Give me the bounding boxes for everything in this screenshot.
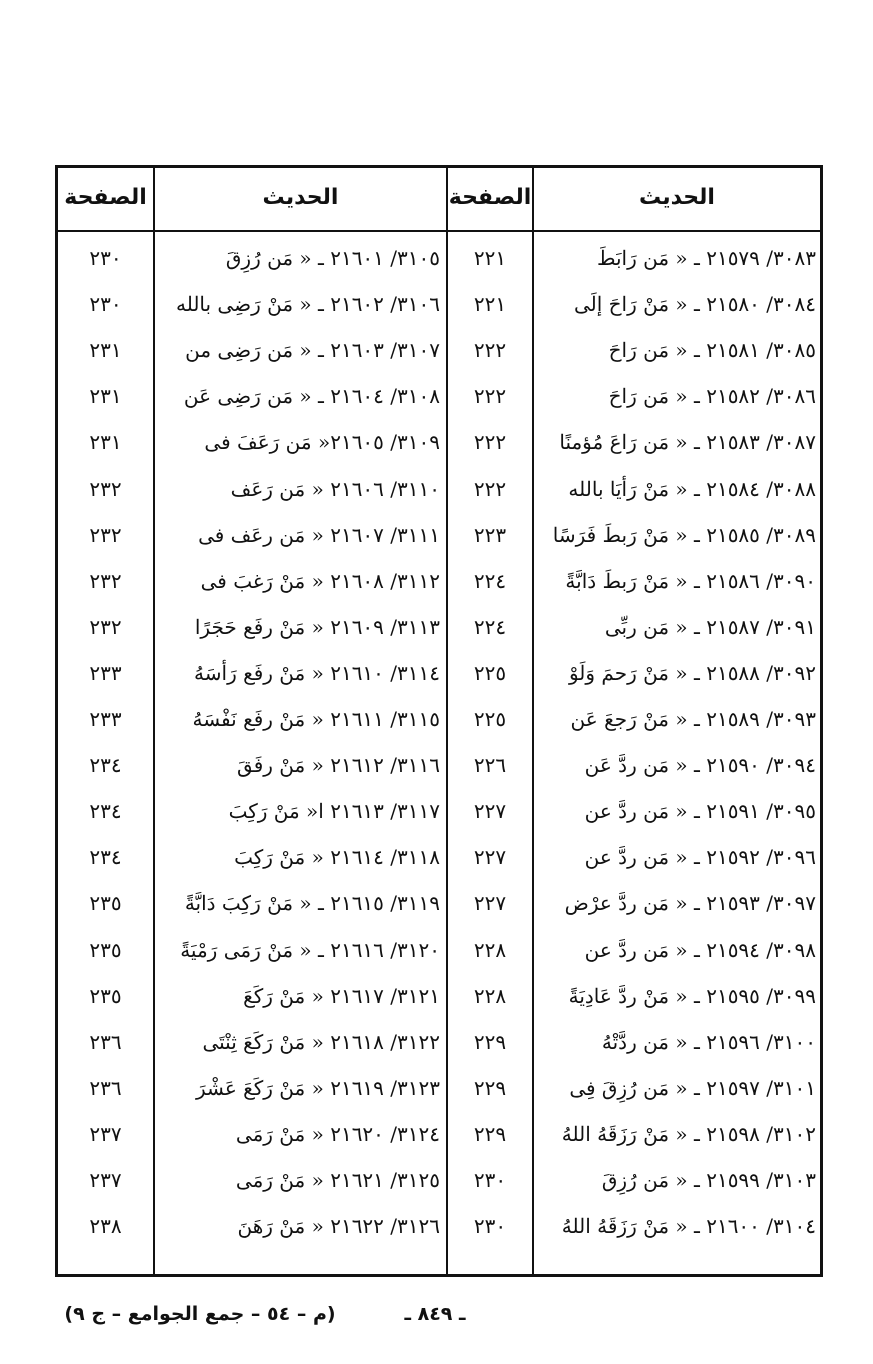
page-number-cell: ٢٣١ <box>89 384 122 408</box>
column-divider <box>153 168 155 1274</box>
page-number-cell: ٢٣٥ <box>89 938 122 962</box>
hadith-entry: ٣٠٨٤/ ٢١٥٨٠ ـ « مَنْ رَاحَ إلَى <box>573 292 816 316</box>
hadith-entry: ٣١٠٧/ ٢١٦٠٣ ـ « مَن رَضِى من <box>185 338 440 362</box>
hadith-entry: ٣١١٦/ ٢١٦١٢ « مَنْ رفَقَ <box>237 753 440 777</box>
page-number: ـ ٨٤٩ ـ <box>404 1303 466 1325</box>
header-page-right: الصفحة <box>448 185 532 210</box>
hadith-entry: ٣١١٤/ ٢١٦١٠ « مَنْ رفَع رَأسَهُ <box>194 661 440 685</box>
page-number-cell: ٢٣٦ <box>89 1076 122 1100</box>
page-number-cell: ٢٢٣ <box>473 523 507 547</box>
page-number-cell: ٢٣٢ <box>89 477 122 501</box>
page-number-cell: ٢٢٢ <box>473 384 507 408</box>
page-number-cell: ٢٢٦ <box>473 753 507 777</box>
page-number-cell: ٢٣٠ <box>473 1214 507 1238</box>
hadith-entry: ٣١٢٠/ ٢١٦١٦ ـ « مَنْ رَمَى رَمْيَةً <box>180 938 440 962</box>
hadith-entry: ٣٠٨٦/ ٢١٥٨٢ ـ « مَن رَاحَ <box>608 384 816 408</box>
hadith-entry: ٣٠٩٠/ ٢١٥٨٦ ـ « مَنْ رَبطَ دَابَّةً <box>565 569 816 593</box>
page-number-cell: ٢٣٤ <box>89 753 122 777</box>
page-number-cell: ٢٢٧ <box>473 845 507 869</box>
hadith-entry: ٣١٠٣/ ٢١٥٩٩ ـ « مَن رُزِقَ <box>601 1168 816 1192</box>
page-number-cell: ٢٢٢ <box>473 430 507 454</box>
hadith-entry: ٣١١٨/ ٢١٦١٤ « مَنْ رَكِبَ <box>234 845 440 869</box>
page-number-cell: ٢٣٠ <box>89 246 122 270</box>
header-divider <box>58 230 820 232</box>
hadith-entry: ٣١١٠/ ٢١٦٠٦ « مَن رَعَف <box>230 477 440 501</box>
hadith-entry: ٣٠٩٩/ ٢١٥٩٥ ـ « مَنْ ردَّ عَادِيَةً <box>568 984 816 1008</box>
page-number-cell: ٢٣٧ <box>89 1122 122 1146</box>
hadith-entry: ٣١١٧/ ٢١٦١٣ ا« مَنْ رَكِبَ <box>228 799 440 823</box>
page-number-cell: ٢٣٢ <box>89 569 122 593</box>
hadith-entry: ٣١١٢/ ٢١٦٠٨ « مَنْ رَغبَ فى <box>200 569 440 593</box>
hadith-entry: ٣٠٩٨/ ٢١٥٩٤ ـ « مَن ردَّ عن <box>584 938 816 962</box>
hadith-entry: ٣١١٩/ ٢١٦١٥ ـ « مَنْ رَكِبَ دَابَّةً <box>184 891 440 915</box>
page-number-cell: ٢٢١ <box>473 292 507 316</box>
hadith-entry: ٣١٢١/ ٢١٦١٧ « مَنْ رَكَعَ <box>243 984 440 1008</box>
page-number-cell: ٢٣٤ <box>89 799 122 823</box>
hadith-entry: ٣١٢٥/ ٢١٦٢١ « مَنْ رَمَى <box>235 1168 440 1192</box>
page-number-cell: ٢٣٨ <box>89 1214 122 1238</box>
page-number-cell: ٢٢٥ <box>473 661 507 685</box>
page-number-cell: ٢٣٧ <box>89 1168 122 1192</box>
hadith-entry: ٣١٢٣/ ٢١٦١٩ « مَنْ رَكَعَ عَشْرَ <box>195 1076 440 1100</box>
hadith-entry: ٣١٠٠/ ٢١٥٩٦ ـ « مَن ردَّتْهُ <box>601 1030 816 1054</box>
page-number-cell: ٢٣٣ <box>89 707 122 731</box>
hadith-entry: ٣٠٨٥/ ٢١٥٨١ ـ « مَن رَاحَ <box>608 338 816 362</box>
hadith-entry: ٣١١١/ ٢١٦٠٧ « مَن رعَف فى <box>198 523 440 547</box>
hadith-entry: ٣٠٩٢/ ٢١٥٨٨ ـ « مَنْ رَحمَ وَلَوْ <box>568 661 816 685</box>
header-hadith-left: الحديث <box>262 185 339 210</box>
hadith-entry: ٣٠٨٨/ ٢١٥٨٤ ـ « مَنْ رَأيَا بالله <box>568 477 816 501</box>
hadith-entry: ٣٠٩٦/ ٢١٥٩٢ ـ « مَن ردَّ عن <box>584 845 816 869</box>
hadith-entry: ٣٠٨٧/ ٢١٥٨٣ ـ « مَن رَاعَ مُؤمنًا <box>559 430 816 454</box>
hadith-entry: ٣٠٨٣/ ٢١٥٧٩ ـ « مَن رَابَطَ <box>596 246 816 270</box>
page-number-cell: ٢٣٦ <box>89 1030 122 1054</box>
page-number-cell: ٢٢٧ <box>473 891 507 915</box>
hadith-entry: ٣١١٥/ ٢١٦١١ « مَنْ رفَع نَفْسَهُ <box>192 707 440 731</box>
hadith-entry: ٣١٠٢/ ٢١٥٩٨ ـ « مَنْ رَزَقَهُ اللهُ <box>561 1122 816 1146</box>
hadith-entry: ٣١٢٢/ ٢١٦١٨ « مَنْ رَكَعَ ثِنْتَى <box>202 1030 440 1054</box>
header-page-left: الصفحة <box>64 185 147 210</box>
page-number-cell: ٢٢١ <box>473 246 507 270</box>
page-number-cell: ٢٢٨ <box>473 984 507 1008</box>
page-number-cell: ٢٣٢ <box>89 615 122 639</box>
book-reference: (م – ٥٤ – جمع الجوامع – ج ٩) <box>64 1303 336 1325</box>
hadith-entry: ٣١٠٨/ ٢١٦٠٤ ـ « مَن رَضِى عَن <box>183 384 440 408</box>
page-number-cell: ٢٣١ <box>89 430 122 454</box>
page-number-cell: ٢٢٤ <box>473 615 507 639</box>
hadith-entry: ٣١٢٦/ ٢١٦٢٢ « مَنْ رَهَنَ <box>237 1214 440 1238</box>
page-number-cell: ٢٢٧ <box>473 799 507 823</box>
page-number-cell: ٢٣٠ <box>89 292 122 316</box>
hadith-entry: ٣٠٨٩/ ٢١٥٨٥ ـ « مَنْ رَبطَ فَرَسًا <box>552 523 816 547</box>
page-number-cell: ٢٢٩ <box>473 1122 507 1146</box>
hadith-entry: ٣٠٩٣/ ٢١٥٨٩ ـ « مَنْ رَجعَ عَن <box>570 707 816 731</box>
page-number-cell: ٢٣٤ <box>89 845 122 869</box>
index-table <box>55 165 823 1277</box>
header-hadith-right: الحديث <box>639 185 715 210</box>
page-number-cell: ٢٢٩ <box>473 1030 507 1054</box>
page-number-cell: ٢٢٢ <box>473 338 507 362</box>
hadith-entry: ٣١٠١/ ٢١٥٩٧ ـ « مَن رُزِقَ فِى <box>569 1076 816 1100</box>
page-number-cell: ٢٢٨ <box>473 938 507 962</box>
page-number-cell: ٢٣٥ <box>89 891 122 915</box>
hadith-entry: ٣١٠٤/ ٢١٦٠٠ ـ « مَنْ رَزَقَهُ اللهُ <box>561 1214 816 1238</box>
hadith-entry: ٣١٠٥/ ٢١٦٠١ ـ « مَن رُزِقَ <box>225 246 440 270</box>
page-number-cell: ٢٣٥ <box>89 984 122 1008</box>
page-number-cell: ٢٣٠ <box>473 1168 507 1192</box>
hadith-entry: ٣٠٩١/ ٢١٥٨٧ ـ « مَن ربِّى <box>604 615 816 639</box>
page-number-cell: ٢٣٣ <box>89 661 122 685</box>
page-number-cell: ٢٢٤ <box>473 569 507 593</box>
hadith-entry: ٣١٠٦/ ٢١٦٠٢ ـ « مَنْ رَضِى بالله <box>175 292 440 316</box>
hadith-entry: ٣٠٩٥/ ٢١٥٩١ ـ « مَن ردَّ عن <box>584 799 816 823</box>
hadith-entry: ٣٠٩٤/ ٢١٥٩٠ ـ « مَن ردَّ عَن <box>584 753 816 777</box>
page-number-cell: ٢٣١ <box>89 338 122 362</box>
page-number-cell: ٢٢٢ <box>473 477 507 501</box>
page-number-cell: ٢٢٩ <box>473 1076 507 1100</box>
column-divider <box>532 168 534 1274</box>
hadith-entry: ٣١٢٤/ ٢١٦٢٠ « مَنْ رَمَى <box>235 1122 440 1146</box>
page-number-cell: ٢٣٢ <box>89 523 122 547</box>
page-number-cell: ٢٢٥ <box>473 707 507 731</box>
hadith-entry: ٣١١٣/ ٢١٦٠٩ « مَنْ رفَع حَجَرًا <box>194 615 440 639</box>
hadith-entry: ٣٠٩٧/ ٢١٥٩٣ ـ « مَن ردَّ عرْض <box>564 891 816 915</box>
hadith-entry: ٣١٠٩/ ٢١٦٠٥« مَن رَعَفَ فى <box>204 430 440 454</box>
